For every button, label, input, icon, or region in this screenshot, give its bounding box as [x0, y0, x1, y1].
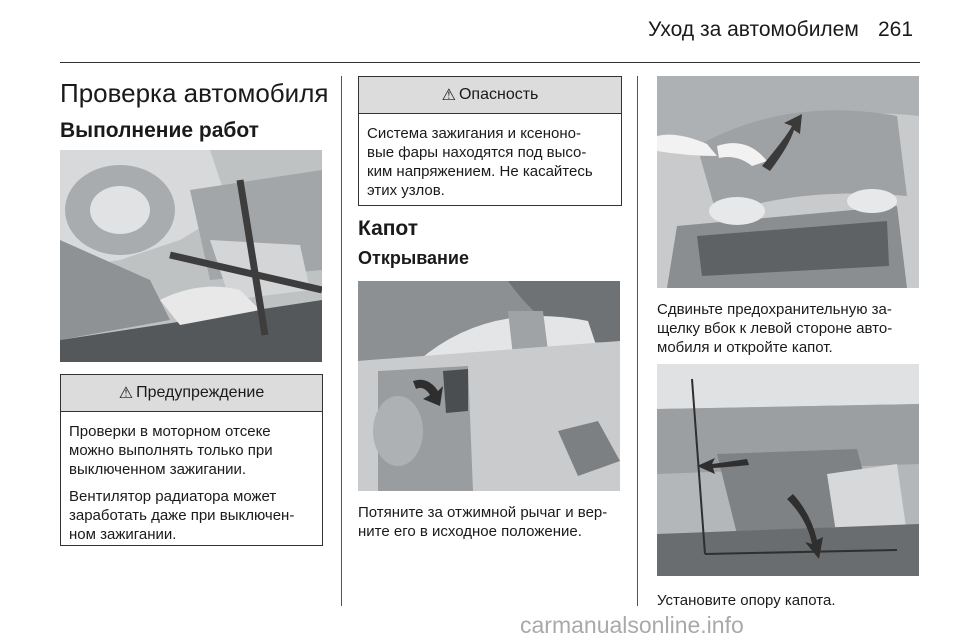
header-rule [60, 62, 920, 63]
text-line: мобиля и откройте капот. [657, 339, 833, 356]
column-divider-right [637, 76, 638, 606]
text-line: вые фары находятся под высо- [367, 144, 587, 161]
warning-box [60, 374, 323, 546]
section-title-hood: Капот [358, 217, 419, 240]
text-line: Вентилятор радиатора может [69, 488, 277, 505]
page-number: 261 [878, 18, 914, 41]
text-line: выключенном зажигании. [69, 461, 247, 478]
column-divider-left [341, 76, 342, 606]
lever-caption [358, 503, 620, 541]
warning-paragraph-2 [69, 487, 314, 544]
text-line: этих узлов. [367, 182, 445, 199]
hood-caption [657, 300, 919, 357]
engine-bay-photo [60, 150, 322, 362]
warning-title: Предупреждение [136, 384, 265, 401]
text-line: Потяните за отжимной рычаг и вер- [358, 504, 608, 521]
warning-triangle-icon: ⚠ [118, 385, 134, 402]
running-header-title: Уход за автомобилем [648, 18, 859, 41]
danger-title: Опасность [458, 86, 539, 103]
text-line: Система зажигания и ксеноно- [367, 125, 582, 142]
section-heading: Выполнение работ [60, 119, 259, 142]
page-heading: Проверка автомобиля [60, 78, 329, 108]
hood-release-lever-photo [358, 281, 620, 491]
warning-paragraph-1 [69, 422, 314, 479]
text-line: Проверки в моторном отсеке [69, 423, 271, 440]
support-caption [657, 591, 919, 610]
subsection-title-opening: Открывание [358, 248, 469, 268]
watermark: carmanualsonline.info [520, 612, 744, 638]
danger-box [358, 76, 622, 206]
hood-support-rod-photo [657, 364, 919, 576]
text-line: ном зажигании. [69, 526, 177, 543]
text-line: заработать даже при выключен- [69, 507, 295, 524]
danger-box-header [359, 77, 621, 114]
text-line: ким напряжением. Не касайтесь [367, 163, 593, 180]
text-line: ните его в исходное положение. [358, 523, 582, 540]
hood-lift-photo [657, 76, 919, 288]
text-line: щелку вбок к левой стороне авто- [657, 320, 893, 337]
warning-box-header [61, 375, 322, 412]
warning-triangle-icon: ⚠ [441, 87, 456, 104]
text-line: можно выполнять только при [69, 442, 273, 459]
text-line: Установите опору капота. [657, 592, 836, 609]
text-line: Сдвиньте предохранительную за- [657, 301, 892, 318]
